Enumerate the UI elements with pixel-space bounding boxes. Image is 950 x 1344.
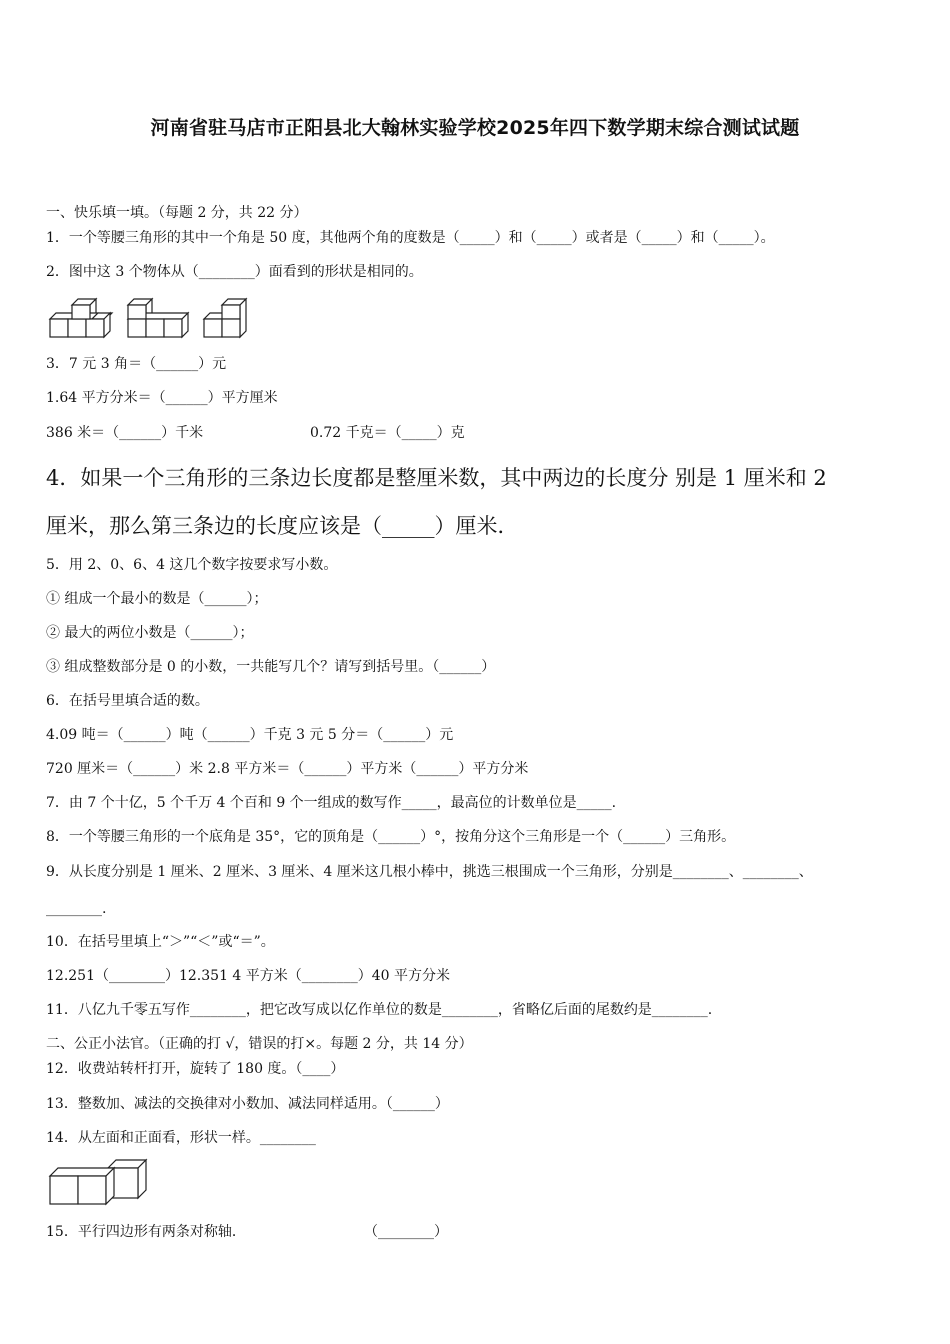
question-5-a: ① 组成一个最小的数是（______）； (46, 591, 268, 607)
question-12: 12．收费站转杆打开，旋转了 180 度。（____） (46, 1061, 345, 1077)
cube-object-1 (50, 299, 112, 337)
question-8: 8．一个等腰三角形的一个底角是 35°，它的顶角是（______）°，按角分这个三角形是一个（______）三角形。 (46, 829, 736, 845)
page-title: 河南省驻马店市正阳县北大翰林实验学校2025年四下数学期末综合测试试题 (150, 117, 800, 139)
question-10: 10．在括号里填上“＞”“＜”或“＝”。 (46, 934, 275, 950)
section-heading-1: 一、快乐填一填。（每题 2 分，共 22 分） (46, 205, 308, 221)
question-6-a: 4.09 吨＝（______）吨（______）千克 3 元 5 分＝（______）元 (46, 727, 454, 743)
question-3: 3．7 元 3 角＝（______）元 (46, 356, 227, 372)
question-3-b: 1.64 平方分米＝（______）平方厘米 (46, 390, 278, 406)
question-6: 6．在括号里填合适的数。 (46, 693, 209, 709)
question-4-line-1: 4．如果一个三角形的三条边长度都是整厘米数，其中两边的长度分 别是 1 厘米和 2 (46, 466, 827, 490)
question-15-answer: （________） (364, 1224, 448, 1240)
question-14: 14．从左面和正面看，形状一样。________ (46, 1130, 316, 1146)
question-2: 2．图中这 3 个物体从（________）面看到的形状是相同的。 (46, 264, 423, 280)
three-cube-objects-figure (46, 297, 251, 339)
question-4-line-2: 厘米，那么第三条边的长度应该是（_____）厘米． (46, 514, 519, 538)
question-3-c1: 386 米＝（______）千米 (46, 425, 204, 441)
question-6-b: 720 厘米＝（______）米 2.8 平方米＝（______）平方米（______）平方分米 (46, 761, 529, 777)
question-3-c2: 0.72 千克＝（_____）克 (310, 425, 465, 441)
cube-object-3 (204, 299, 246, 337)
question-1: 1．一个等腰三角形的其中一个角是 50 度，其他两个角的度数是（_____）和（_____）或者是（_____）和（_____）。 (46, 230, 775, 246)
question-5-c: ③ 组成整数部分是 0 的小数，一共能写几个？请写到括号里。（______） (46, 659, 496, 675)
cube-object-2 (128, 299, 188, 337)
question-5-b: ② 最大的两位小数是（______）； (46, 625, 254, 641)
question-10-a: 12.251（________）12.351 4 平方米（________）40 平方分米 (46, 968, 451, 984)
question-13: 13．整数加、减法的交换律对小数加、减法同样适用。（______） (46, 1096, 449, 1112)
question-7: 7．由 7 个十亿，5 个千万 4 个百和 9 个一组成的数写作_____，最高位的计数单位是_____. (46, 795, 617, 811)
question-11: 11．八亿九千零五写作________，把它改写成以亿作单位的数是________，省略亿后面的尾数约是________. (46, 1002, 713, 1018)
cube-row-figure (46, 1158, 154, 1208)
question-9-line-1: 9．从长度分别是 1 厘米、2 厘米、3 厘米、4 厘米这几根小棒中，挑选三根围成一个三角形，分别是________、________、 (46, 864, 813, 880)
section-heading-2: 二、公正小法官。（正确的打 √，错误的打×。每题 2 分，共 14 分） (46, 1036, 473, 1052)
question-5: 5．用 2、0、6、4 这几个数字按要求写小数。 (46, 557, 338, 573)
question-9-line-2: ________. (46, 901, 107, 917)
question-15: 15．平行四边形有两条对称轴． (46, 1224, 246, 1240)
